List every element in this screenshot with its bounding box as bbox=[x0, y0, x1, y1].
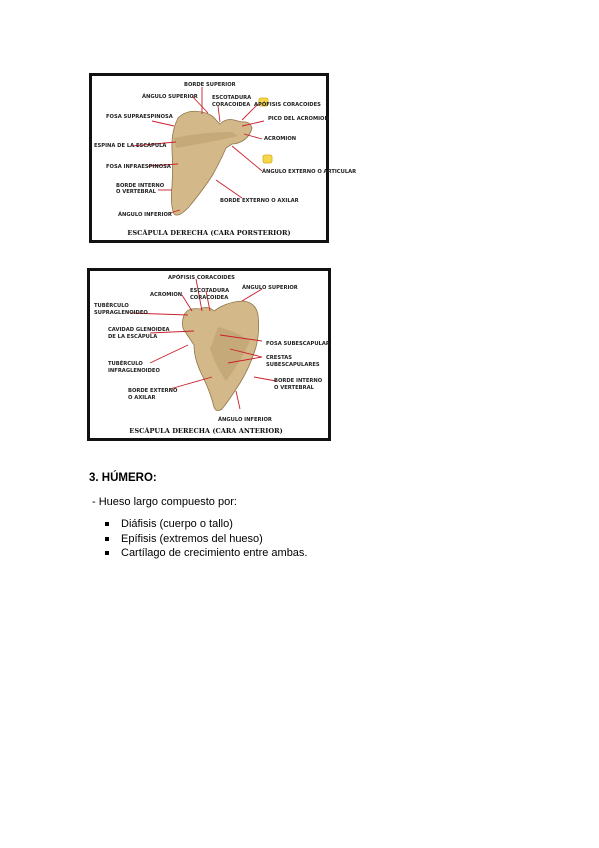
label-escotadura-2: CORACOIDEA bbox=[190, 295, 229, 301]
intro-line: - Hueso largo compuesto por: bbox=[92, 496, 237, 508]
label-tuberculo-supraglenoideo: TUBÉRCULO bbox=[94, 303, 129, 309]
label-acromion: ACROMION bbox=[150, 292, 183, 298]
label-angulo-inferior: ÁNGULO INFERIOR bbox=[118, 212, 172, 218]
label-apofisis: APÓFISIS CORACOIDES bbox=[168, 275, 235, 281]
label-crestas-2: SUBESCAPULARES bbox=[266, 362, 320, 368]
label-escotadura: ESCOTADURA bbox=[212, 95, 252, 101]
label-angulo-inferior: ÁNGULO INFERIOR bbox=[218, 417, 272, 423]
label-angulo-superior: ÁNGULO SUPERIOR bbox=[242, 285, 298, 291]
label-pico-acromion: PICO DEL ACROMION bbox=[268, 116, 329, 122]
label-fosa-infraespinosa: FOSA INFRAESPINOSA bbox=[106, 164, 171, 170]
scapula-posterior-figure bbox=[89, 73, 357, 243]
figure-caption-posterior: ESCÁPULA DERECHA (CARA PORSTERIOR) bbox=[127, 229, 291, 237]
label-angulo-superior: ÁNGULO SUPERIOR bbox=[142, 94, 198, 100]
bullet-list bbox=[104, 517, 307, 561]
label-borde-interno-2: O VERTEBRAL bbox=[116, 189, 156, 195]
label-fosa-supraespinosa: FOSA SUPRAESPINOSA bbox=[106, 114, 173, 120]
section-heading: 3. HÚMERO: bbox=[89, 472, 157, 484]
label-borde-externo: BORDE EXTERNO bbox=[128, 388, 178, 394]
label-crestas: CRESTAS bbox=[266, 355, 292, 361]
label-escotadura: ESCOTADURA bbox=[190, 288, 230, 294]
label-borde-interno: BORDE INTERNO bbox=[274, 378, 323, 384]
list-item: Epífisis (extremos del hueso) bbox=[104, 532, 307, 547]
label-borde-superior: BORDE SUPERIOR bbox=[184, 82, 236, 88]
label-tuberculo-infraglenoideo: TUBÉRCULO bbox=[108, 361, 143, 367]
label-tuberculo-infraglenoideo-2: INFRAGLENOIDEO bbox=[108, 368, 160, 374]
label-fosa-subescapular: FOSA SUBESCAPULAR bbox=[266, 341, 330, 347]
list-item: Diáfisis (cuerpo o tallo) bbox=[104, 517, 307, 532]
label-angulo-externo: ÁNGULO EXTERNO O ARTICULAR bbox=[262, 169, 357, 175]
label-cavidad-glenoidea: CAVIDAD GLENOIDEA bbox=[108, 327, 170, 333]
label-tuberculo-supraglenoideo-2: SUPRAGLENOIDEO bbox=[94, 310, 148, 316]
highlight-marker-bottom bbox=[263, 155, 272, 163]
label-acromion: ACROMION bbox=[264, 136, 297, 142]
label-borde-interno: BORDE INTERNO bbox=[116, 183, 165, 189]
label-escotadura-2: CORACOIDEA bbox=[212, 102, 251, 108]
label-apofisis: APÓFISIS CORACOIDES bbox=[254, 102, 321, 108]
figure-caption-anterior: ESCÁPULA DERECHA (CARA ANTERIOR) bbox=[129, 427, 283, 435]
scapula-anterior-figure bbox=[87, 268, 331, 441]
label-cavidad-glenoidea-2: DE LA ESCÁPULA bbox=[108, 334, 158, 340]
list-item: Cartílago de crecimiento entre ambas. bbox=[104, 546, 307, 561]
label-borde-externo: BORDE EXTERNO O AXILAR bbox=[220, 198, 299, 204]
scapula-anterior-diagram bbox=[90, 271, 328, 438]
label-borde-interno-2: O VERTEBRAL bbox=[274, 385, 314, 391]
label-espina-escapula: ESPINA DE LA ESCÁPULA bbox=[94, 143, 167, 149]
label-borde-externo-2: O AXILAR bbox=[128, 395, 156, 401]
scapula-posterior-diagram bbox=[92, 76, 357, 240]
